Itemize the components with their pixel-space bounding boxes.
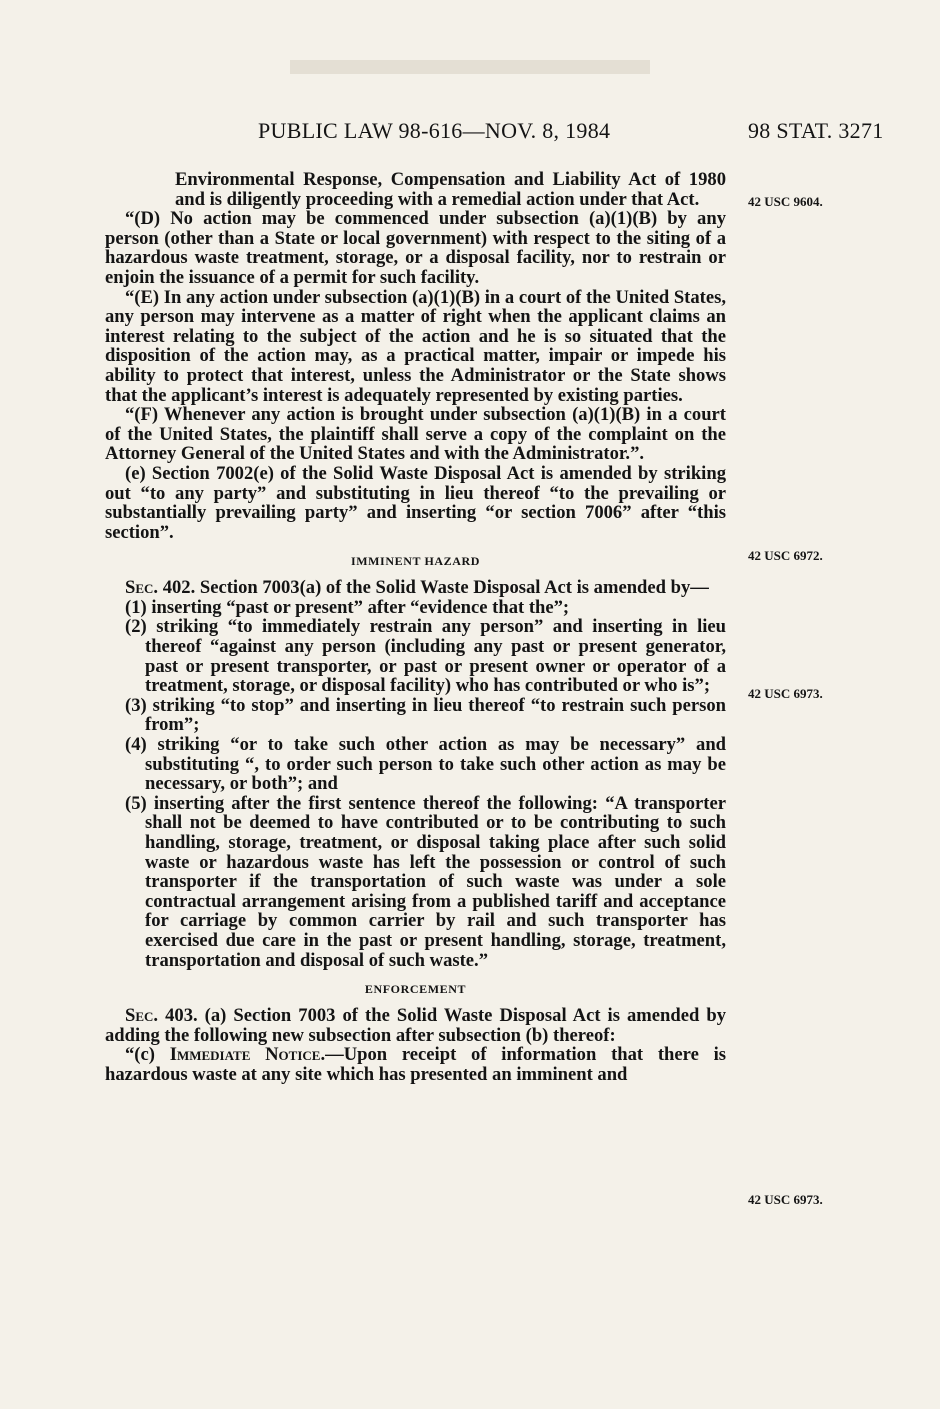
section-heading-enforcement: ENFORCEMENT <box>364 982 467 997</box>
notice-label: Immediate Notice <box>169 1044 321 1066</box>
bleed-through-text <box>290 60 650 74</box>
list-item: (3) striking “to stop” and inserting in lieu thereof “to restrain such person from”; <box>125 694 726 736</box>
list-item: (1) inserting “past or present” after “evidence that the”; <box>125 596 570 618</box>
margin-note-9604: 42 USC 9604. <box>748 194 823 209</box>
paragraph-immediate-notice <box>105 1045 726 1084</box>
stat-page-number: 98 STAT. 3271 <box>748 118 884 143</box>
document-body <box>105 170 726 1085</box>
section-403-intro <box>105 1006 726 1045</box>
notice-open: “(c) <box>125 1044 170 1066</box>
margin-note-6973-b: 42 USC 6973. <box>748 1192 823 1207</box>
paragraph-subsection-e: (e) Section 7002(e) of the Solid Waste Disposal Act is amended by striking out “to any party” and substituting in lieu thereof “to the prevailing or substantially prevailing party” and inserting “or section 7006” after “this section”. <box>105 462 726 543</box>
list-item: (4) striking “or to take such other action as may be necessary” and substituting “, to order such person to take such other action as may be necessary, or both”; and <box>125 734 726 795</box>
page-title: PUBLIC LAW 98-616—NOV. 8, 1984 <box>258 118 611 143</box>
list-item: (5) inserting after the first sentence thereof the following: “A transporter shall not be deemed to have contributed or to be contributing to such handling, storage, treatment, or disposal taking place after such solid waste or hazardous waste has left the possession or control of such transporter if the transportation of such waste was under a sole contractual arrangement arising from a published tariff and acceptance for carriage by common carrier by rail and such transporter has exercised due care in the past or present handling, storage, treatment, transportation and disposal of such waste.” <box>125 792 726 971</box>
margin-note-6973-a: 42 USC 6973. <box>748 686 823 701</box>
section-402-text: 402. Section 7003(a) of the Solid Waste Disposal Act is amended by— <box>158 577 709 599</box>
list-item: (2) striking “to immediately restrain any person” and inserting in lieu thereof “against any person (including any past or present generator, past or present transporter, or past or present owner or operator of a treatment, storage, or disposal facility) who has contributed or who is”; <box>125 616 726 697</box>
section-403-text: 403. (a) Section 7003 of the Solid Waste Disposal Act is amended by adding the following new subsection after subsection (b) thereof: <box>105 1005 726 1046</box>
paragraph-f: “(F) Whenever any action is brought under subsection (a)(1)(B) in a court of the United States, the plaintiff shall serve a copy of the complaint on the Attorney General of the United States and with the Administrator.”. <box>105 404 726 465</box>
margin-note-6972: 42 USC 6972. <box>748 548 823 563</box>
sec-label: Sec. <box>125 577 159 599</box>
paragraph-continuation: Environmental Response, Compensation and Liability Act of 1980 and is diligently proceeding with a remedial action under that Act. <box>175 169 726 210</box>
notice-text: .—Upon receipt of information that there is hazardous waste at any site which has presented an imminent and <box>105 1044 726 1085</box>
paragraph-e: “(E) In any action under subsection (a)(1)(B) in a court of the United States, any person may intervene as a matter of right when the applicant claims an interest relating to the subject of the action and he is so situated that the disposition of the action may, as a practical matter, impair or impede his ability to protect that interest, unless the Administrator or the State shows that the applicant’s interest is adequately represented by existing parties. <box>105 286 726 406</box>
paragraph-d: “(D) No action may be commenced under subsection (a)(1)(B) by any person (other than a State or local government) with respect to the siting of a hazardous waste treatment, storage, or a disposal facility, nor to restrain or enjoin the issuance of a permit for such facility. <box>105 208 726 288</box>
sec-label: Sec. <box>125 1005 159 1027</box>
section-402-intro <box>105 578 726 598</box>
page-header <box>0 118 940 148</box>
section-heading-imminent-hazard: IMMINENT HAZARD <box>350 554 481 569</box>
